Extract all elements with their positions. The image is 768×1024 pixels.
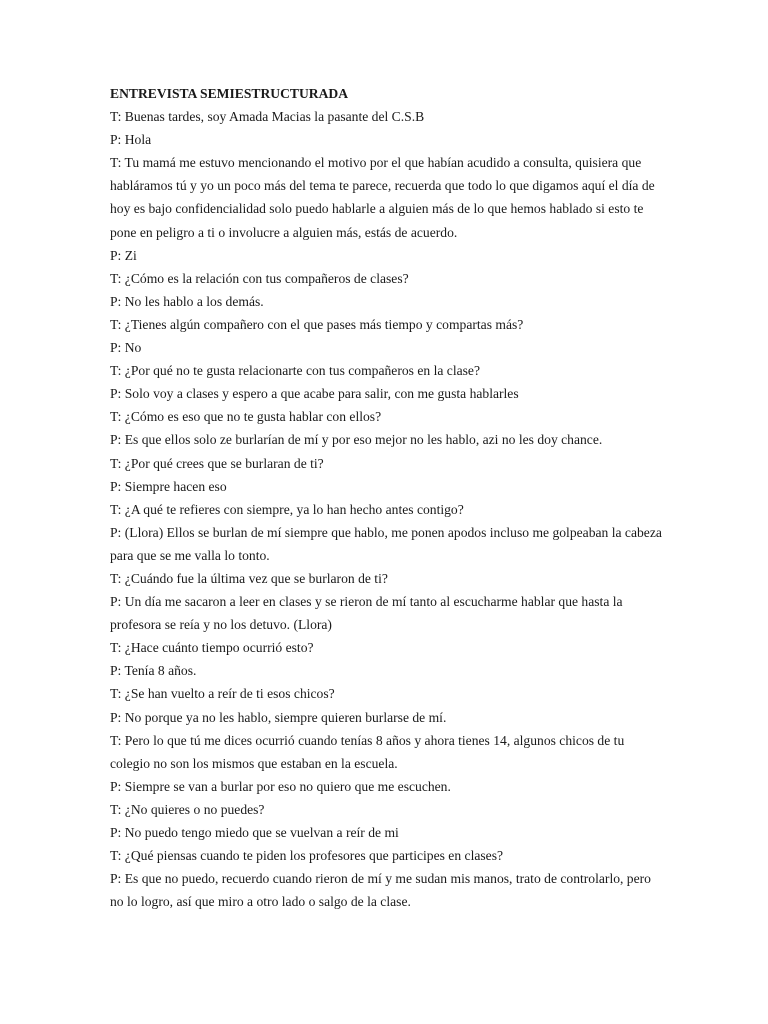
- dialogue-line: T: ¿Por qué crees que se burlaran de ti?: [110, 455, 324, 471]
- dialogue-line: T: ¿Cómo es la relación con tus compañeros de clases?: [110, 270, 409, 286]
- dialogue-line: T: Tu mamá me estuvo mencionando el motivo por el que habían acudido a consulta, quisiera que habláramos tú y yo un poco más del tema te parece, recuerda que todo lo que digamos aquí el día de hoy es bajo confidencialidad solo puedo hablarle a alguien más de lo que hemos hablado si esto te pone en peligro a ti o involucre a alguien más, estás de acuerdo.: [110, 155, 655, 240]
- document-title: ENTREVISTA SEMIESTRUCTURADA: [110, 86, 349, 101]
- dialogue-line: T: ¿Cómo es eso que no te gusta hablar con ellos?: [110, 409, 382, 425]
- dialogue-line: T: ¿Cuándo fue la última vez que se burlaron de ti?: [110, 570, 388, 586]
- dialogue-line: P: Hola: [110, 132, 152, 148]
- dialogue-line: P: No porque ya no les hablo, siempre quieren burlarse de mí.: [110, 709, 447, 725]
- dialogue-line: P: Es que no puedo, recuerdo cuando rieron de mí y me sudan mis manos, trato de controlarlo, pero no lo logro, así que miro a otro lado o salgo de la clase.: [110, 871, 651, 910]
- dialogue-line: T: ¿No quieres o no puedes?: [110, 801, 265, 817]
- dialogue-line: P: Es que ellos solo ze burlarían de mí y por eso mejor no les hablo, azi no les doy chance.: [110, 432, 603, 448]
- dialogue-line: T: Buenas tardes, soy Amada Macias la pasante del C.S.B: [110, 109, 425, 125]
- dialogue-line: P: No: [110, 340, 142, 356]
- dialogue-line: P: Siempre hacen eso: [110, 478, 227, 494]
- dialogue-line: P: Zi: [110, 247, 137, 263]
- dialogue-line: P: No puedo tengo miedo que se vuelvan a reír de mi: [110, 825, 399, 840]
- dialogue-line: T: ¿Tienes algún compañero con el que pases más tiempo y compartas más?: [110, 316, 524, 332]
- dialogue-line: P: No les hablo a los demás.: [110, 293, 264, 309]
- dialogue-line: P: Tenía 8 años.: [110, 663, 197, 679]
- dialogue-line: T: ¿Se han vuelto a reír de ti esos chicos?: [110, 686, 335, 702]
- dialogue-line: T: Pero lo que tú me dices ocurrió cuando tenías 8 años y ahora tienes 14, algunos chicos de tu colegio no son los mismos que estaban en la escuela.: [110, 732, 625, 771]
- dialogue-line: P: Un día me sacaron a leer en clases y se rieron de mí tanto al escucharme hablar que hasta la profesora se reía y no los detuvo. (Llora): [110, 594, 623, 633]
- dialogue-line: T: ¿Qué piensas cuando te piden los profesores que participes en clases?: [110, 848, 504, 864]
- dialogue-line: P: (Llora) Ellos se burlan de mí siempre que hablo, me ponen apodos incluso me golpeaban la cabeza para que se me valla lo tonto.: [110, 524, 662, 563]
- document-body: [110, 82, 662, 913]
- dialogue-line: T: ¿Hace cuánto tiempo ocurrió esto?: [110, 640, 314, 656]
- dialogue-line: P: Solo voy a clases y espero a que acabe para salir, con me gusta hablarles: [110, 386, 519, 402]
- dialogue-line: T: ¿A qué te refieres con siempre, ya lo han hecho antes contigo?: [110, 501, 464, 517]
- dialogue-line: T: ¿Por qué no te gusta relacionarte con tus compañeros en la clase?: [110, 363, 480, 379]
- dialogue-line: P: Siempre se van a burlar por eso no quiero que me escuchen.: [110, 778, 451, 794]
